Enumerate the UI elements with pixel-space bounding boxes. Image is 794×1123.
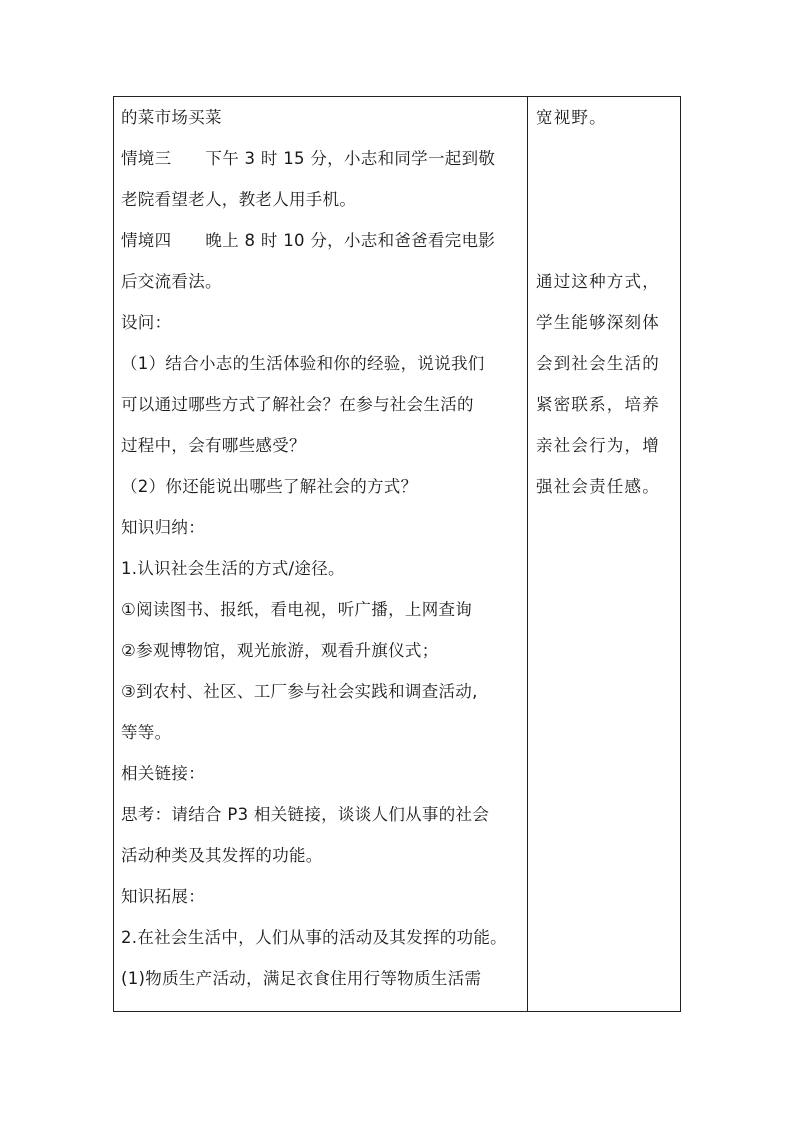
text-line: (1)物质生产活动，满足衣食住用行等物质生活需 [121,969,482,988]
text-line: （1）结合小志的生活体验和你的经验，说说我们 [121,354,485,373]
text-line: 下午 3 时 15 分，小志和同学一起到敬 [205,149,496,168]
text-line: 后交流看法。 [121,272,222,291]
text-line: 等等。 [121,723,172,742]
text-line: 活动种类及其发挥的功能。 [121,846,323,865]
text-line: ①阅读图书、报纸，看电视，听广播，上网查询 [121,600,473,619]
text-line: 的菜市场买菜 [121,108,222,127]
scenario-label: 情境三 [121,149,172,168]
text-line: 晚上 8 时 10 分，小志和爸爸看完电影 [205,231,496,250]
lesson-plan-table [113,96,681,1012]
related-links-heading: 相关链接： [121,764,205,783]
side-text-line: 宽视野。 [536,108,607,127]
side-text-line: 紧密联系，培养 [536,395,660,414]
side-text-line: 通过这种方式， [536,272,660,291]
text-line: 1.认识社会生活的方式/途径。 [121,559,345,578]
design-intent-column [528,97,680,1011]
text-line: ②参观博物馆，观光旅游，观看升旗仪式； [121,641,439,660]
side-text-line: 亲社会行为，增 [536,436,660,455]
text-line: 可以通过哪些方式了解社会？在参与社会生活的 [121,395,474,414]
content-column [114,97,528,1011]
scenario-four-line [121,231,495,251]
scenario-label: 情境四 [121,231,172,250]
text-line: 老院看望老人，教老人用手机。 [121,190,357,209]
side-text-line: 会到社会生活的 [536,354,660,373]
side-text-line: 强社会责任感。 [536,477,660,496]
question-heading: 设问： [121,313,172,332]
text-line: ③到农村、社区、工厂参与社会实践和调查活动, [121,682,478,701]
text-line: 过程中，会有哪些感受？ [121,436,306,455]
side-text-line: 学生能够深刻体 [536,313,660,332]
scenario-three-line [121,149,495,169]
knowledge-summary-heading: 知识归纳： [121,518,205,537]
text-line: 2.在社会生活中，人们从事的活动及其发挥的功能。 [121,928,507,947]
knowledge-extension-heading: 知识拓展： [121,887,205,906]
text-line: 思考：请结合 P3 相关链接，谈谈人们从事的社会 [121,805,490,824]
text-line: （2）你还能说出哪些了解社会的方式？ [121,477,418,496]
